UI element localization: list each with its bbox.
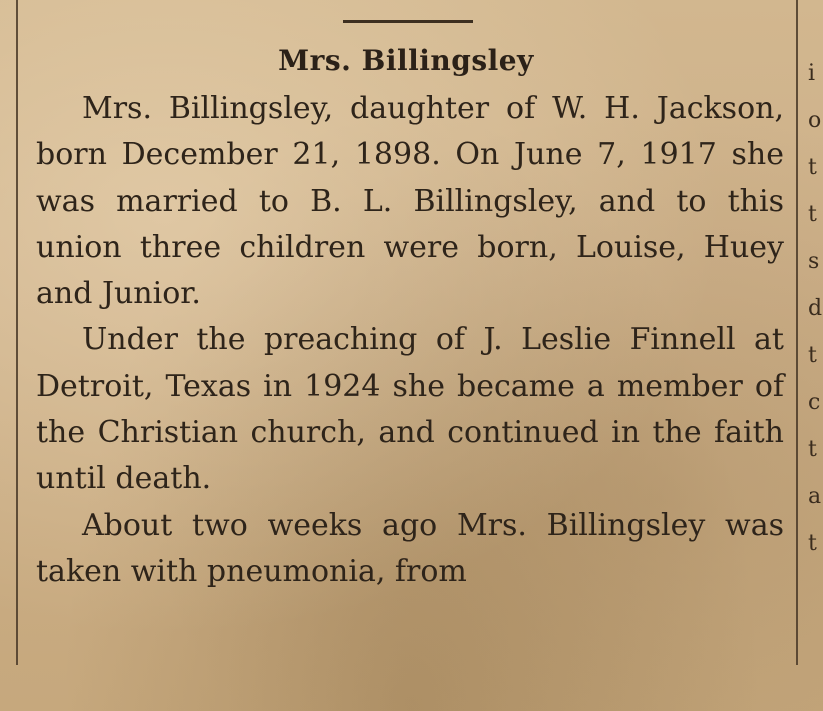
article-paragraph: Under the preaching of J. Leslie Finnell at Detroit, Texas in 1924 she became a member of the Christian church, and continued in the faith until death.: [36, 322, 784, 497]
article-paragraph: About two weeks ago Mrs. Billingsley was taken with pneumonia, from: [36, 507, 784, 589]
right-column-fragment: a: [808, 484, 822, 509]
article-body: [36, 86, 784, 595]
article-paragraph: Mrs. Billingsley, daughter of W. H. Jackson, born December 21, 1898. On June 7, 1917 she was married to B. L. Billingsley, and to this union three children were born, Louise, Huey and Junior.: [36, 91, 784, 312]
headline-separator-rule: [343, 20, 473, 23]
right-column-fragment: i: [808, 61, 816, 86]
right-column-fragment: c: [808, 390, 821, 415]
right-column-fragment: t: [808, 437, 817, 462]
right-column-fragment: t: [808, 202, 817, 227]
right-column-fragment: t: [808, 531, 817, 556]
right-column-fragment: d: [808, 296, 823, 321]
right-column-fragment: s: [808, 249, 820, 274]
left-column-edge-marks: [2, 60, 12, 620]
right-column-fragment: t: [808, 155, 817, 180]
right-column-fragment: o: [808, 108, 822, 133]
column-rule-left: [16, 0, 18, 665]
article-headline: Mrs. Billingsley: [278, 44, 534, 77]
column-rule-right: [796, 0, 798, 665]
right-column-fragments: [808, 50, 823, 670]
right-column-fragment: t: [808, 343, 817, 368]
